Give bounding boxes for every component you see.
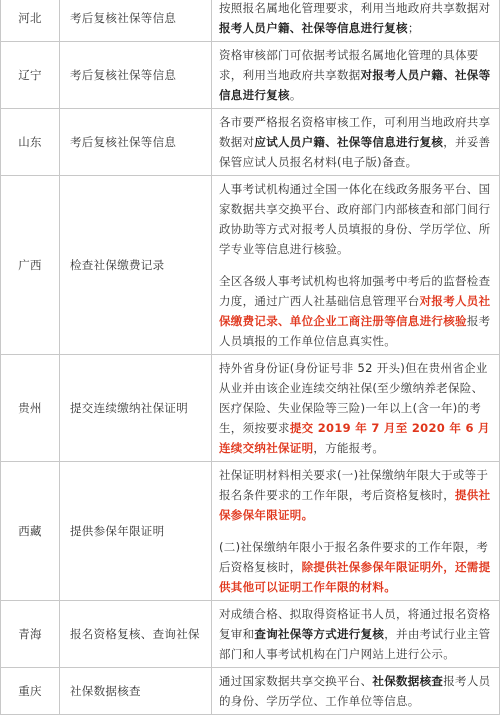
province-cell: 贵州	[1, 355, 60, 462]
highlight-red-text: 提供社保参保年限证明。	[219, 488, 491, 522]
description-text: 人事考试机构通过全国一体化在线政务服务平台、国家数据共享交换平台、政府部门内部核查和部门间行政协助等方式对报考人员填报的身份、学历学位、所学专业等信息进行核验。	[219, 182, 491, 256]
description-text: 通过国家数据共享交换平台、	[219, 674, 373, 688]
description-cell	[212, 176, 500, 355]
highlight-bold-text: 对报考人员户籍、社保等信息进行复核	[219, 68, 491, 102]
highlight-bold-text: 报考人员户籍、社保等信息进行复核	[219, 21, 408, 35]
province-cell: 山东	[1, 109, 60, 176]
description-text: 持外省身份证(身份证号非 52 开头)但在贵州省企业从业并由该企业连续交纳社保(至少缴纳养老保险、医疗保险、失业保险等三险)一年以上(含一年)的考生，须按要求	[219, 361, 488, 435]
description-text: 对成绩合格、拟取得资格证书人员，将通过报名资格复审和	[219, 607, 491, 641]
highlight-red-text: 除提供社保参保年限证明外，还需提供其他可以证明工作年限的材料。	[219, 560, 491, 594]
province-cell: 河北	[1, 0, 60, 42]
check-item-cell: 考后复核社保等信息	[60, 109, 212, 176]
description-cell	[212, 355, 500, 462]
table-row	[1, 355, 500, 462]
description-cell	[212, 42, 500, 109]
description-cell	[212, 601, 500, 668]
province-cell: 辽宁	[1, 42, 60, 109]
description-text: 各市要严格报名资格审核工作，可利用当地政府共享数据对	[219, 115, 491, 149]
highlight-red-text: 对报考人员社保缴费记录、单位企业工商注册等信息进行核验	[219, 294, 491, 328]
description-text: ，并妥善保管应试人员报名材料(电子版)备查。	[219, 135, 491, 169]
table-row	[1, 109, 500, 176]
table-row	[1, 176, 500, 355]
description-cell	[212, 668, 500, 715]
description-text: 。	[289, 88, 302, 102]
description-text: 报考人员的身份、学历学位、工作单位等信息。	[219, 674, 491, 708]
province-cell: 西藏	[1, 462, 60, 601]
description-text: ，并由考试行业主管部门和人事考试机构在门户网站上进行公示。	[219, 627, 491, 661]
table-row	[1, 42, 500, 109]
highlight-red-text: 提交 2019 年 7 月至 2020 年 6 月连续交纳社保证明	[219, 421, 490, 455]
paragraph-gap	[219, 259, 492, 271]
check-item-cell: 提供参保年限证明	[60, 462, 212, 601]
description-text: 资格审核部门可依据考试报名属地化管理的具体要求，利用当地政府共享数据	[219, 48, 479, 82]
check-item-cell: 检查社保缴费记录	[60, 176, 212, 355]
description-text: 按照报名属地化管理要求，利用当地政府共享数据对	[219, 1, 491, 15]
province-cell: 重庆	[1, 668, 60, 715]
province-cell: 广西	[1, 176, 60, 355]
description-text: (二)社保缴纳年限小于报名条件要求的工作年限，考后资格复核时，	[219, 540, 489, 574]
check-item-cell: 考后复核社保等信息	[60, 42, 212, 109]
check-item-cell: 社保数据核查	[60, 668, 212, 715]
province-cell: 青海	[1, 601, 60, 668]
highlight-bold-text: 应试人员户籍、社保等信息进行复核	[254, 135, 444, 149]
table-row	[1, 668, 500, 715]
check-item-cell: 提交连续缴纳社保证明	[60, 355, 212, 462]
description-cell	[212, 109, 500, 176]
description-cell	[212, 462, 500, 601]
highlight-bold-text: 查询社保等方式进行复核	[254, 627, 385, 641]
table-row	[1, 462, 500, 601]
description-text: 社保证明材料相关要求(一)社保缴纳年限大于或等于报名条件要求的工作年限，考后资格复核时，	[219, 468, 489, 502]
description-text: ，方能报考。	[313, 441, 385, 455]
table-row	[1, 0, 500, 42]
description-cell	[212, 0, 500, 42]
highlight-bold-text: 社保数据核查	[372, 674, 444, 688]
description-text: 全区各级人事考试机构也将加强考中考后的监督检查力度，通过广西人社基础信息管理平台	[219, 274, 491, 308]
description-text: ；	[407, 21, 420, 35]
check-item-cell: 考后复核社保等信息	[60, 0, 212, 42]
description-text: 报考人员填报的工作单位信息真实性。	[219, 314, 491, 348]
paragraph-gap	[219, 525, 492, 537]
table-row	[1, 601, 500, 668]
check-item-cell: 报名资格复核、查询社保	[60, 601, 212, 668]
